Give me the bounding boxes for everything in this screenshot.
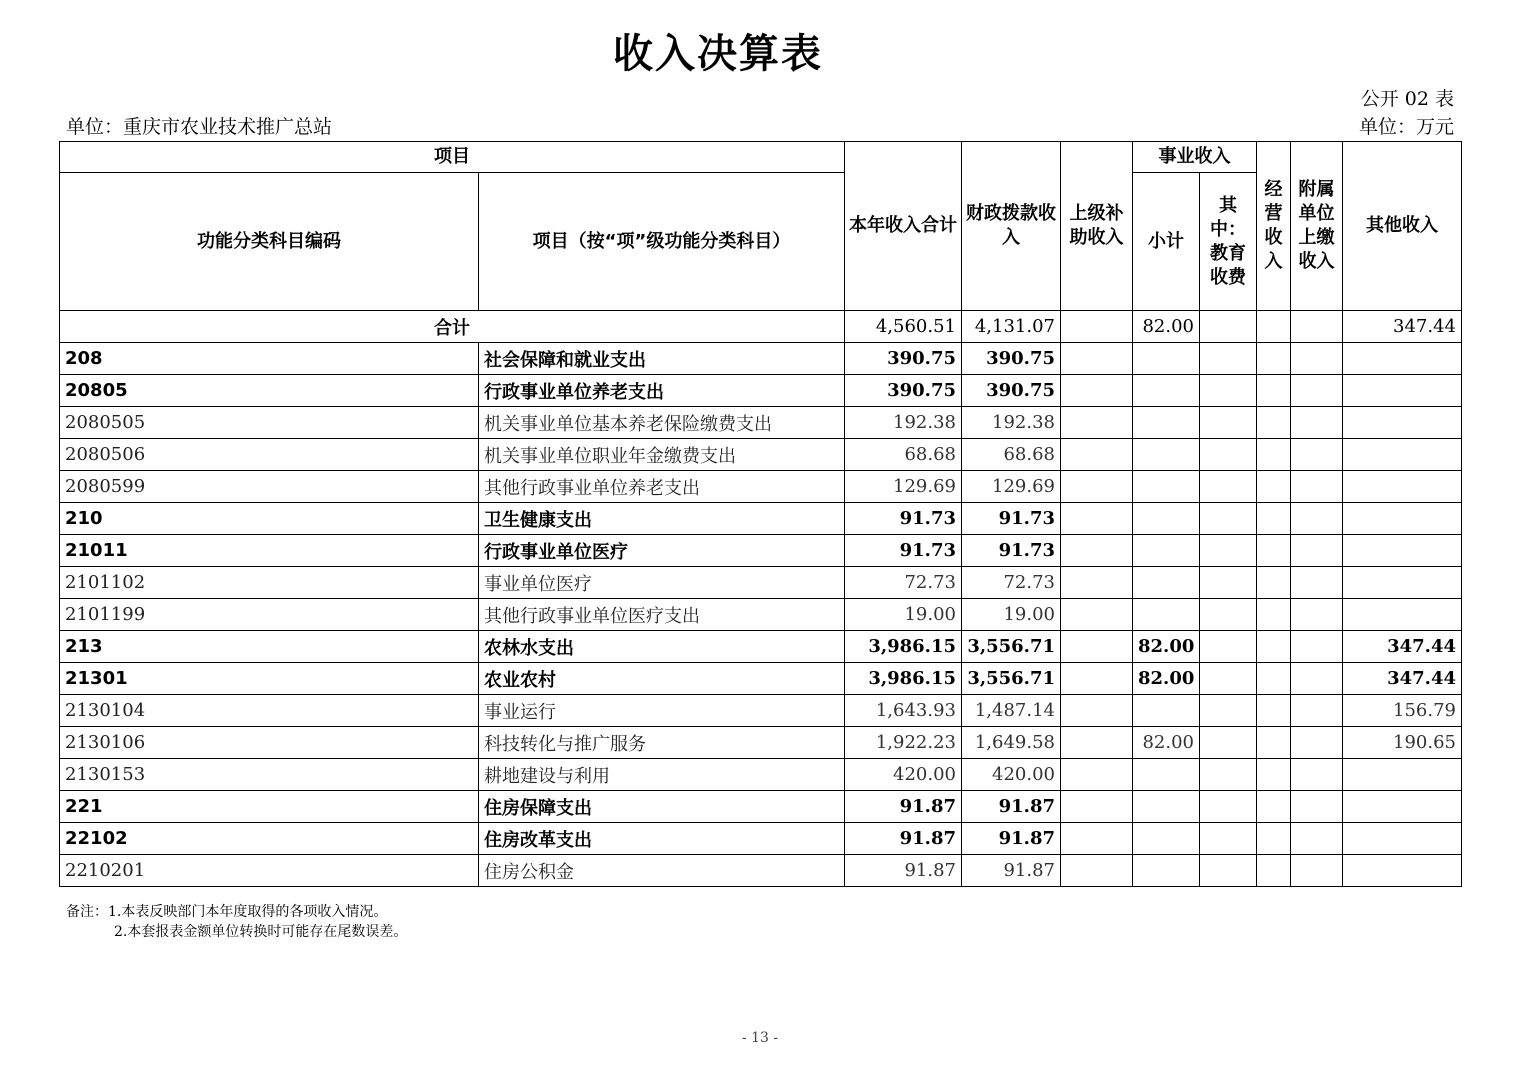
income-table [59,141,1462,887]
cell-empty [1061,759,1133,791]
cell-empty [1257,727,1291,759]
note-line-1: 备注：1.本表反映部门本年度取得的各项收入情况。 [66,904,388,920]
totals-row [60,311,1462,343]
header-total-income: 本年收入合计 [845,142,962,311]
cell-total: 91.87 [845,823,962,855]
cell-other: 347.44 [1343,663,1462,695]
header-affiliated-income: 附属单位上缴收入 [1291,142,1343,311]
header-other-income: 其他收入 [1343,142,1462,311]
cell-empty [1200,535,1257,567]
cell-name: 住房改革支出 [479,823,845,855]
cell-code: 208 [60,343,479,375]
cell-other [1343,375,1462,407]
cell-fiscal: 1,487.14 [962,695,1061,727]
cell-code: 2101102 [60,567,479,599]
cell-name: 住房公积金 [479,855,845,887]
cell-total: 3,986.15 [845,631,962,663]
table-row [60,503,1462,535]
cell-empty [1200,695,1257,727]
cell-subtotal [1133,343,1200,375]
cell-fiscal: 91.73 [962,503,1061,535]
cell-total: 129.69 [845,471,962,503]
cell-name: 其他行政事业单位养老支出 [479,471,845,503]
cell-empty [1257,759,1291,791]
cell-fiscal: 3,556.71 [962,663,1061,695]
cell-code: 21301 [60,663,479,695]
cell-other: 347.44 [1343,631,1462,663]
cell-name: 耕地建设与利用 [479,759,845,791]
table-row [60,695,1462,727]
header-item-name: 项目（按“项”级功能分类科目） [479,173,845,311]
totals-other: 347.44 [1343,311,1462,343]
cell-other [1343,791,1462,823]
cell-subtotal [1133,375,1200,407]
header-superior-subsidy: 上级补助收入 [1061,142,1133,311]
cell-code: 2130153 [60,759,479,791]
table-row [60,375,1462,407]
cell-subtotal [1133,695,1200,727]
table-row [60,407,1462,439]
cell-name: 行政事业单位医疗 [479,535,845,567]
cell-code: 221 [60,791,479,823]
cell-fiscal: 72.73 [962,567,1061,599]
cell-total: 91.87 [845,791,962,823]
cell-subtotal [1133,471,1200,503]
page-title: 收入决算表 [613,31,823,77]
table-row [60,663,1462,695]
cell-total: 19.00 [845,599,962,631]
table-row [60,471,1462,503]
cell-fiscal: 91.87 [962,823,1061,855]
cell-empty [1291,535,1343,567]
cell-name: 机关事业单位基本养老保险缴费支出 [479,407,845,439]
totals-fiscal: 4,131.07 [962,311,1061,343]
cell-total: 3,986.15 [845,663,962,695]
table-row [60,855,1462,887]
cell-empty [1200,631,1257,663]
cell-empty [1061,567,1133,599]
cell-empty [1291,791,1343,823]
cell-subtotal [1133,535,1200,567]
cell-other: 190.65 [1343,727,1462,759]
note-line-2: 2.本套报表金额单位转换时可能存在尾数误差。 [114,924,408,940]
cell-total: 1,643.93 [845,695,962,727]
cell-total: 390.75 [845,343,962,375]
table-row [60,727,1462,759]
cell-fiscal: 420.00 [962,759,1061,791]
cell-other: 156.79 [1343,695,1462,727]
cell-total: 91.73 [845,535,962,567]
cell-empty [1061,407,1133,439]
cell-empty [1291,695,1343,727]
cell-total: 1,922.23 [845,727,962,759]
cell-name: 住房保障支出 [479,791,845,823]
cell-empty [1257,407,1291,439]
cell-code: 2210201 [60,855,479,887]
cell-total: 91.87 [845,855,962,887]
cell-code: 21011 [60,535,479,567]
cell-empty [1257,855,1291,887]
cell-empty [1061,503,1133,535]
cell-empty [1291,439,1343,471]
header-education-fees: 其中：教育收费 [1200,173,1257,311]
cell-empty [1257,535,1291,567]
cell-total: 72.73 [845,567,962,599]
cell-total: 390.75 [845,375,962,407]
cell-empty [1061,471,1133,503]
cell-code: 2130104 [60,695,479,727]
cell-empty [1291,759,1343,791]
table-row [60,343,1462,375]
cell-name: 农林水支出 [479,631,845,663]
cell-empty [1291,663,1343,695]
cell-subtotal [1133,567,1200,599]
cell-empty [1291,375,1343,407]
cell-empty [1061,823,1133,855]
header-code: 功能分类科目编码 [60,173,479,311]
cell-empty [1200,375,1257,407]
cell-total: 420.00 [845,759,962,791]
cell-code: 213 [60,631,479,663]
cell-empty [1061,791,1133,823]
cell-empty [1061,343,1133,375]
notes [66,902,407,942]
cell-empty [1291,471,1343,503]
cell-total: 192.38 [845,407,962,439]
cell-total: 68.68 [845,439,962,471]
totals-label: 合计 [60,311,845,343]
totals-edu [1200,311,1257,343]
cell-subtotal: 82.00 [1133,727,1200,759]
currency-unit: 单位：万元 [1358,116,1454,138]
cell-name: 卫生健康支出 [479,503,845,535]
header-fiscal-allocation: 财政拨款收入 [962,142,1061,311]
cell-other [1343,343,1462,375]
cell-other [1343,439,1462,471]
cell-fiscal: 91.87 [962,791,1061,823]
cell-empty [1257,791,1291,823]
cell-empty [1061,375,1133,407]
cell-code: 2080506 [60,439,479,471]
cell-name: 事业单位医疗 [479,567,845,599]
cell-empty [1061,599,1133,631]
cell-name: 其他行政事业单位医疗支出 [479,599,845,631]
cell-empty [1061,663,1133,695]
cell-empty [1291,823,1343,855]
cell-empty [1291,727,1343,759]
cell-name: 社会保障和就业支出 [479,343,845,375]
header-business-income: 事业收入 [1133,142,1257,173]
header-project: 项目 [60,142,845,173]
cell-fiscal: 91.87 [962,855,1061,887]
cell-subtotal [1133,407,1200,439]
totals-affiliated [1291,311,1343,343]
cell-empty [1257,471,1291,503]
cell-other [1343,503,1462,535]
cell-total: 91.73 [845,503,962,535]
cell-other [1343,823,1462,855]
cell-empty [1291,407,1343,439]
cell-fiscal: 91.73 [962,535,1061,567]
cell-empty [1257,343,1291,375]
table-row [60,535,1462,567]
cell-code: 20805 [60,375,479,407]
table-row [60,791,1462,823]
cell-other [1343,599,1462,631]
cell-code: 22102 [60,823,479,855]
cell-empty [1257,503,1291,535]
cell-empty [1257,823,1291,855]
cell-subtotal [1133,503,1200,535]
cell-empty [1291,503,1343,535]
form-number: 公开 02 表 [1360,88,1454,110]
cell-name: 行政事业单位养老支出 [479,375,845,407]
cell-empty [1061,695,1133,727]
cell-empty [1291,599,1343,631]
cell-subtotal [1133,855,1200,887]
cell-other [1343,567,1462,599]
cell-empty [1061,439,1133,471]
cell-empty [1061,727,1133,759]
cell-subtotal [1133,759,1200,791]
cell-other [1343,759,1462,791]
cell-empty [1200,791,1257,823]
cell-empty [1257,663,1291,695]
cell-subtotal [1133,599,1200,631]
cell-empty [1291,855,1343,887]
table-row [60,759,1462,791]
table-row [60,631,1462,663]
totals-operating [1257,311,1291,343]
table-row [60,599,1462,631]
cell-subtotal [1133,439,1200,471]
cell-code: 2080505 [60,407,479,439]
cell-code: 2130106 [60,727,479,759]
totals-subtotal: 82.00 [1133,311,1200,343]
cell-code: 2101199 [60,599,479,631]
cell-subtotal [1133,823,1200,855]
reporting-unit: 单位：重庆市农业技术推广总站 [66,116,333,138]
cell-code: 210 [60,503,479,535]
cell-fiscal: 1,649.58 [962,727,1061,759]
totals-superior [1061,311,1133,343]
cell-empty [1200,567,1257,599]
header-operating-income: 经营收入 [1257,142,1291,311]
cell-fiscal: 390.75 [962,343,1061,375]
cell-empty [1200,855,1257,887]
cell-empty [1257,567,1291,599]
totals-total: 4,560.51 [845,311,962,343]
cell-empty [1200,343,1257,375]
cell-empty [1200,503,1257,535]
cell-empty [1291,567,1343,599]
cell-empty [1257,599,1291,631]
cell-other [1343,855,1462,887]
cell-empty [1200,599,1257,631]
cell-empty [1257,695,1291,727]
cell-subtotal [1133,791,1200,823]
page-number: - 13 - [741,1030,779,1046]
cell-empty [1200,407,1257,439]
cell-code: 2080599 [60,471,479,503]
cell-empty [1061,855,1133,887]
cell-subtotal: 82.00 [1133,663,1200,695]
cell-subtotal: 82.00 [1133,631,1200,663]
cell-fiscal: 68.68 [962,439,1061,471]
header-subtotal: 小计 [1133,173,1200,311]
cell-empty [1257,375,1291,407]
table-row [60,567,1462,599]
cell-fiscal: 129.69 [962,471,1061,503]
cell-other [1343,407,1462,439]
cell-empty [1200,759,1257,791]
cell-fiscal: 192.38 [962,407,1061,439]
cell-name: 机关事业单位职业年金缴费支出 [479,439,845,471]
cell-other [1343,535,1462,567]
cell-fiscal: 3,556.71 [962,631,1061,663]
cell-empty [1061,535,1133,567]
cell-fiscal: 390.75 [962,375,1061,407]
cell-other [1343,471,1462,503]
cell-name: 农业农村 [479,663,845,695]
table-row [60,823,1462,855]
cell-empty [1200,823,1257,855]
cell-empty [1061,631,1133,663]
cell-empty [1200,439,1257,471]
cell-empty [1257,439,1291,471]
cell-empty [1200,471,1257,503]
table-row [60,439,1462,471]
cell-empty [1291,343,1343,375]
cell-fiscal: 19.00 [962,599,1061,631]
cell-name: 科技转化与推广服务 [479,727,845,759]
cell-empty [1200,727,1257,759]
cell-name: 事业运行 [479,695,845,727]
cell-empty [1200,663,1257,695]
cell-empty [1291,631,1343,663]
cell-empty [1257,631,1291,663]
